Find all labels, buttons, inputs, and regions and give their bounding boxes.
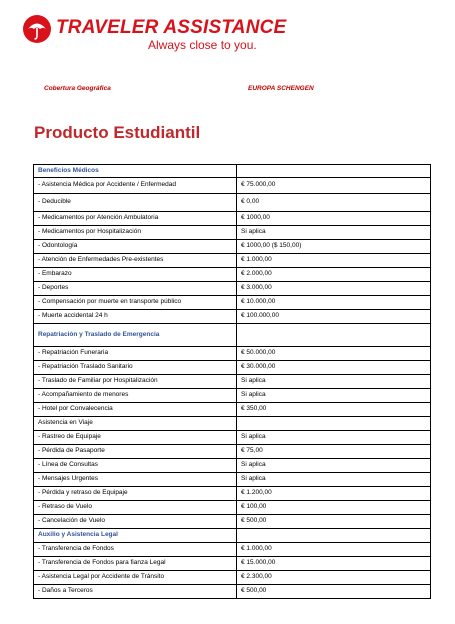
benefit-value: Si aplica xyxy=(237,375,431,389)
benefit-value: € 100,00 xyxy=(237,501,431,515)
benefit-value: € 1.000,00 xyxy=(237,543,431,557)
benefit-value: € 50.000,00 xyxy=(237,347,431,361)
benefit-label: - Repatriación Funeraria xyxy=(34,347,237,361)
benefit-label: - Cancelación de Vuelo xyxy=(34,515,237,529)
benefit-value: € 1.200,00 xyxy=(237,487,431,501)
benefit-label: - Mensajes Urgentes xyxy=(34,473,237,487)
benefit-value: € 2.000,00 xyxy=(237,268,431,282)
section-title: Beneficios Médicos xyxy=(34,165,237,178)
benefit-value: € 3.000,00 xyxy=(237,282,431,296)
benefit-value: € 0,00 xyxy=(237,194,431,212)
benefit-value: € 500,00 xyxy=(237,515,431,529)
coverage-value: EUROPA SCHENGEN xyxy=(248,85,314,92)
table-row xyxy=(34,389,431,403)
table-row xyxy=(34,473,431,487)
benefit-label: - Odontología xyxy=(34,240,237,254)
benefit-value xyxy=(237,324,431,347)
brand-logo xyxy=(22,14,287,54)
benefit-label: - Retraso de Vuelo xyxy=(34,501,237,515)
table-row xyxy=(34,543,431,557)
table-row xyxy=(34,361,431,375)
table-row xyxy=(34,282,431,296)
coverage-label: Cobertura Geográfica xyxy=(44,85,111,92)
section-header-row xyxy=(34,529,431,543)
table-row xyxy=(34,254,431,268)
benefit-value: € 30.000,00 xyxy=(237,361,431,375)
benefit-value: Si aplica xyxy=(237,389,431,403)
benefit-value: € 1.000,00 xyxy=(237,254,431,268)
benefits-table xyxy=(33,164,431,599)
table-row xyxy=(34,375,431,389)
benefit-value: € 2.300,00 xyxy=(237,571,431,585)
benefit-label: - Deducible xyxy=(34,194,237,212)
table-row xyxy=(34,515,431,529)
benefit-label: - Asistencia Legal por Accidente de Tránsito xyxy=(34,571,237,585)
section-title: Asistencia en Viaje xyxy=(34,417,237,431)
benefit-label: - Pérdida y retraso de Equipaje xyxy=(34,487,237,501)
table-row xyxy=(34,212,431,226)
benefit-label: - Acompañamiento de menores xyxy=(34,389,237,403)
benefit-label: - Muerte accidental 24 h xyxy=(34,310,237,324)
benefit-label: - Embarazo xyxy=(34,268,237,282)
benefit-label: - Hotel por Convalecencia xyxy=(34,403,237,417)
table-row xyxy=(34,268,431,282)
page-title: Producto Estudiantil xyxy=(34,123,201,142)
benefit-label: - Línea de Consultas xyxy=(34,459,237,473)
benefit-value: Si aplica xyxy=(237,459,431,473)
benefit-label: - Deportes xyxy=(34,282,237,296)
benefit-value: € 350,00 xyxy=(237,403,431,417)
section-header-row xyxy=(34,324,431,347)
benefit-label: - Rastreo de Equipaje xyxy=(34,431,237,445)
section-header-row xyxy=(34,417,431,431)
table-row xyxy=(34,557,431,571)
table-row xyxy=(34,487,431,501)
benefit-value: € 100.000,00 xyxy=(237,310,431,324)
table-row xyxy=(34,431,431,445)
table-row xyxy=(34,403,431,417)
benefit-label: - Transferencia de Fondos para fianza Legal xyxy=(34,557,237,571)
benefit-value: € 75,00 xyxy=(237,445,431,459)
benefit-value: € 500,00 xyxy=(237,585,431,599)
section-title: Repatriación y Traslado de Emergencia xyxy=(34,324,237,347)
table-row xyxy=(34,240,431,254)
brand-slogan: Always close to you. xyxy=(148,38,257,52)
benefit-value xyxy=(237,417,431,431)
benefit-label: - Compensación por muerte en transporte público xyxy=(34,296,237,310)
table-row xyxy=(34,347,431,361)
table-row xyxy=(34,459,431,473)
benefit-value: € 15.000,00 xyxy=(237,557,431,571)
umbrella-logo-icon xyxy=(22,14,52,44)
section-header-row xyxy=(34,165,431,178)
benefit-label: - Pérdida de Pasaporte xyxy=(34,445,237,459)
benefit-value xyxy=(237,529,431,543)
benefit-label: - Asistencia Médica por Accidente / Enfermedad xyxy=(34,178,237,194)
brand-name: TRAVELER ASSISTANCE xyxy=(56,17,287,38)
table-row xyxy=(34,501,431,515)
section-title: Auxilio y Asistencia Legal xyxy=(34,529,237,543)
benefit-label: - Medicamentos por Hospitalización xyxy=(34,226,237,240)
benefit-value: € 75.000,00 xyxy=(237,178,431,194)
benefit-value: Si aplica xyxy=(237,226,431,240)
benefit-label: - Traslado de Familiar por Hospitalización xyxy=(34,375,237,389)
benefit-label: - Atención de Enfermedades Pre-existentes xyxy=(34,254,237,268)
benefit-label: - Transferencia de Fondos xyxy=(34,543,237,557)
benefit-label: - Medicamentos por Atención Ambulatoria xyxy=(34,212,237,226)
table-row xyxy=(34,178,431,194)
benefit-value: Si aplica xyxy=(237,473,431,487)
benefit-label: - Repatriación Traslado Sanitario xyxy=(34,361,237,375)
benefit-value: € 1000,00 ($ 150,00) xyxy=(237,240,431,254)
table-row xyxy=(34,296,431,310)
table-row xyxy=(34,445,431,459)
table-row xyxy=(34,571,431,585)
benefit-value: € 10.000,00 xyxy=(237,296,431,310)
table-row xyxy=(34,310,431,324)
table-row xyxy=(34,226,431,240)
benefit-label: - Daños a Terceros xyxy=(34,585,237,599)
benefit-value: € 1000,00 xyxy=(237,212,431,226)
table-row xyxy=(34,194,431,212)
table-row xyxy=(34,585,431,599)
benefit-value xyxy=(237,165,431,178)
benefit-value: Si aplica xyxy=(237,431,431,445)
